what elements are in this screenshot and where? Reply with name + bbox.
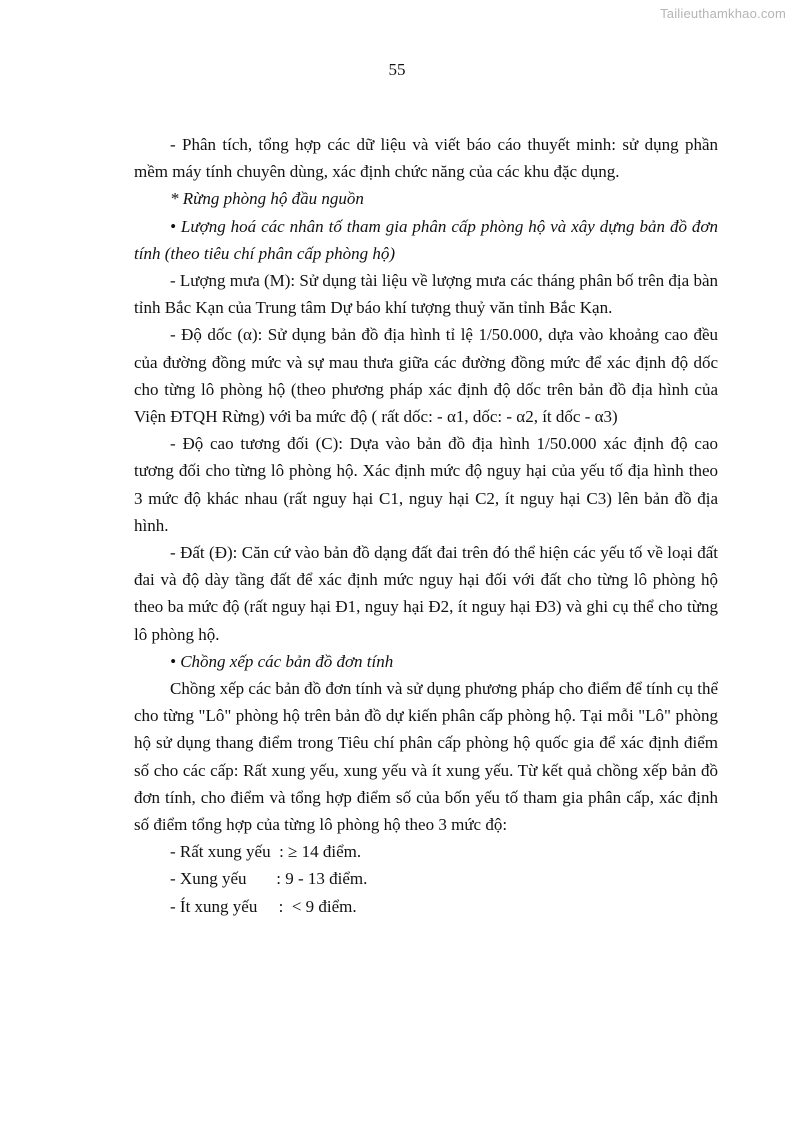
paragraph: - Độ dốc (α): Sử dụng bản đồ địa hình tỉ lệ 1/50.000, dựa vào khoảng cao đều của đường đồng mức và sự mau thưa giữa các đường đồng mức để xác định độ dốc cho từng lô phòng hộ (theo phương pháp xác định độ dốc trên bản đồ địa hình của Viện ĐTQH Rừng) với ba mức độ ( rất dốc: - α1, dốc: - α2, ít dốc - α3)	[134, 325, 718, 427]
paragraph: - Phân tích, tổng hợp các dữ liệu và viết báo cáo thuyết minh: sử dụng phần mềm máy tính chuyên dùng, xác định chức năng của các khu đặc dụng.	[134, 135, 718, 182]
subsection-heading: • Chồng xếp các bản đồ đơn tính	[170, 651, 394, 671]
page-number: 55	[388, 60, 406, 79]
paragraph: - Lượng mưa (M): Sử dụng tài liệu về lượng mưa các tháng phân bố trên địa bàn tỉnh Bắc Kạn của Trung tâm Dự báo khí tượng thuỷ văn tỉnh Bắc Kạn.	[134, 271, 718, 318]
document-body	[134, 131, 718, 920]
level-item: - Xung yếu : 9 - 13 điểm.	[170, 869, 368, 889]
level-item: - Rất xung yếu : ≥ 14 điểm.	[170, 842, 362, 862]
paragraph: - Đất (Đ): Căn cứ vào bản đồ dạng đất đai trên đó thể hiện các yếu tố về loại đất đai và độ dày tầng đất để xác định mức nguy hại đối với đất cho từng lô phòng hộ theo ba mức độ (rất nguy hại Đ1, nguy hại Đ2, ít nguy hại Đ3) và ghi cụ thể cho từng lô phòng hộ.	[134, 543, 718, 644]
section-heading: * Rừng phòng hộ đầu nguồn	[170, 189, 364, 209]
paragraph: Chồng xếp các bản đồ đơn tính và sử dụng phương pháp cho điểm để tính cụ thể cho từng "Lô" phòng hộ trên bản đồ dự kiến phân cấp phòng hộ. Tại mỗi "Lô" phòng hộ sử dụng thang điểm trong Tiêu chí phân cấp phòng hộ quốc gia để xác định điểm số cho các cấp: Rất xung yếu, xung yếu và ít xung yếu. Từ kết quả chồng xếp bản đồ đơn tính, cho điểm và tổng hợp điểm số của bốn yếu tố tham gia phân cấp, xác định số điểm tổng hợp của từng lô phòng hộ theo 3 mức độ:	[134, 679, 718, 835]
level-item: - Ít xung yếu : < 9 điểm.	[170, 896, 357, 916]
subsection-heading: • Lượng hoá các nhân tố tham gia phân cấp phòng hộ và xây dựng bản đồ đơn tính (theo tiêu chí phân cấp phòng hộ)	[134, 216, 718, 263]
paragraph: - Độ cao tương đối (C): Dựa vào bản đồ địa hình 1/50.000 xác định độ cao tương đối cho từng lô phòng hộ. Xác định mức độ nguy hại của yếu tố địa hình theo 3 mức độ khác nhau (rất nguy hại C1, nguy hại C2, ít nguy hại C3) lên bản đồ địa hình.	[134, 434, 718, 535]
watermark: Tailieuthamkhao.com	[660, 6, 786, 21]
